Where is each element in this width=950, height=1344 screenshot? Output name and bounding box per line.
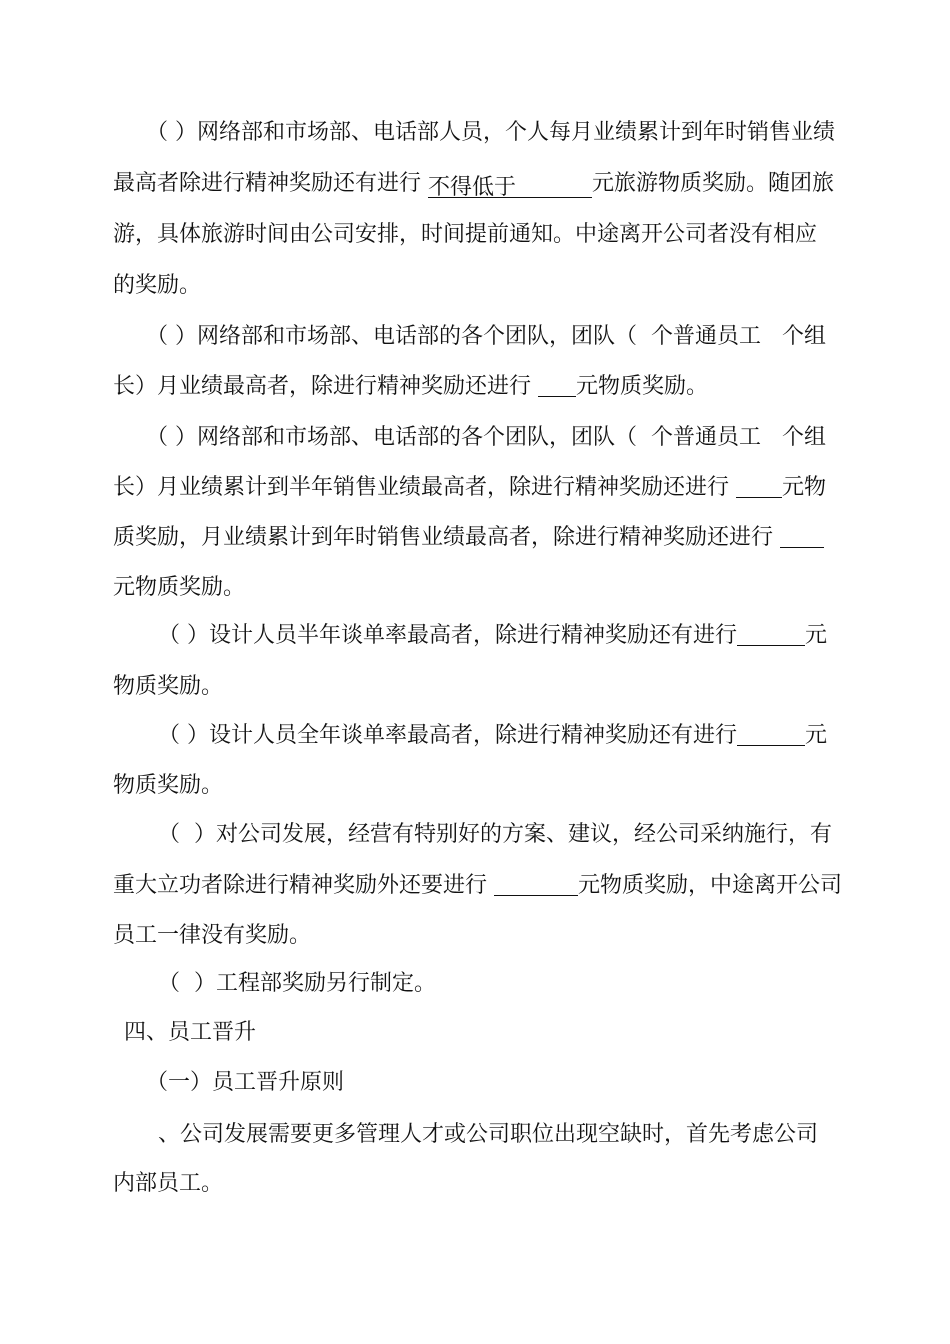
item-3-line-3 [113, 523, 824, 553]
item-6-line-2-text: 重大立功者除进行精神奖励外还要进行 [113, 873, 494, 898]
item-3-line-2 [113, 473, 826, 503]
item-4-line-2: 物质奖励。 [113, 674, 224, 699]
item-3-line-1: （ ）网络部和市场部、电话部的各个团队，团队（ 个普通员工 个组 [146, 425, 826, 450]
item-3-line-4: 元物质奖励。 [113, 575, 246, 600]
item-3-line-2-text: 长）月业绩累计到半年销售业绩最高者，除进行精神奖励还进行 [113, 475, 736, 500]
principle-line-1: 、公司发展需要更多管理人才或公司职位出现空缺时，首先考虑公司 [158, 1122, 819, 1147]
item-2-line-2-text: 长）月业绩最高者，除进行精神奖励还进行 [113, 374, 538, 399]
item-1-line-2 [113, 169, 834, 199]
item-4-line-1 [158, 621, 827, 651]
item-3-line-2-suffix: 元物 [782, 475, 827, 500]
item-5-blank [737, 721, 805, 746]
item-2-line-2-suffix: 元物质奖励。 [576, 374, 709, 399]
item-6-line-2-suffix: 元物质奖励，中途离开公司 [578, 873, 843, 898]
item-1-blank-text: 不得低于 [428, 175, 517, 200]
item-1-blank [428, 173, 592, 198]
principle-line-2: 内部员工。 [113, 1171, 224, 1196]
item-6-line-3: 员工一律没有奖励。 [113, 923, 312, 948]
item-6-line-2 [113, 871, 842, 901]
item-3-line-3-text: 质奖励，月业绩累计到年时销售业绩最高者，除进行精神奖励还进行 [113, 525, 780, 550]
item-7-line-1: （ ）工程部奖励另行制定。 [158, 971, 436, 996]
item-5-line-1-text: （ ）设计人员全年谈单率最高者，除进行精神奖励还有进行 [158, 723, 737, 748]
item-1-line-2-suffix: 元旅游物质奖励。随团旅 [592, 171, 835, 196]
item-4-blank [737, 621, 805, 646]
item-6-blank [494, 871, 578, 896]
subsection-heading: （一）员工晋升原则 [146, 1070, 345, 1095]
item-5-line-2: 物质奖励。 [113, 773, 224, 798]
item-5-line-1-suffix: 元 [805, 723, 828, 748]
item-1-line-3: 游，具体旅游时间由公司安排，时间提前通知。中途离开公司者没有相应 [113, 222, 818, 247]
item-6-line-1: （ ）对公司发展，经营有特别好的方案、建议，经公司采纳施行，有 [158, 822, 832, 847]
item-4-line-1-text: （ ）设计人员半年谈单率最高者，除进行精神奖励还有进行 [158, 623, 737, 648]
item-2-line-2 [113, 372, 708, 402]
item-1-line-1: （ ）网络部和市场部、电话部人员，个人每月业绩累计到年时销售业绩 [146, 120, 835, 145]
item-4-line-1-suffix: 元 [805, 623, 828, 648]
item-1-line-4: 的奖励。 [113, 273, 202, 298]
item-3-blank-1 [736, 473, 782, 498]
item-2-blank [538, 372, 576, 397]
item-2-line-1: （ ）网络部和市场部、电话部的各个团队，团队（ 个普通员工 个组 [146, 324, 826, 349]
section-heading: 四、员工晋升 [124, 1020, 257, 1045]
item-1-line-2-text: 最高者除进行精神奖励还有进行 [113, 171, 428, 196]
item-3-blank-2 [780, 523, 824, 548]
item-5-line-1 [158, 721, 827, 751]
